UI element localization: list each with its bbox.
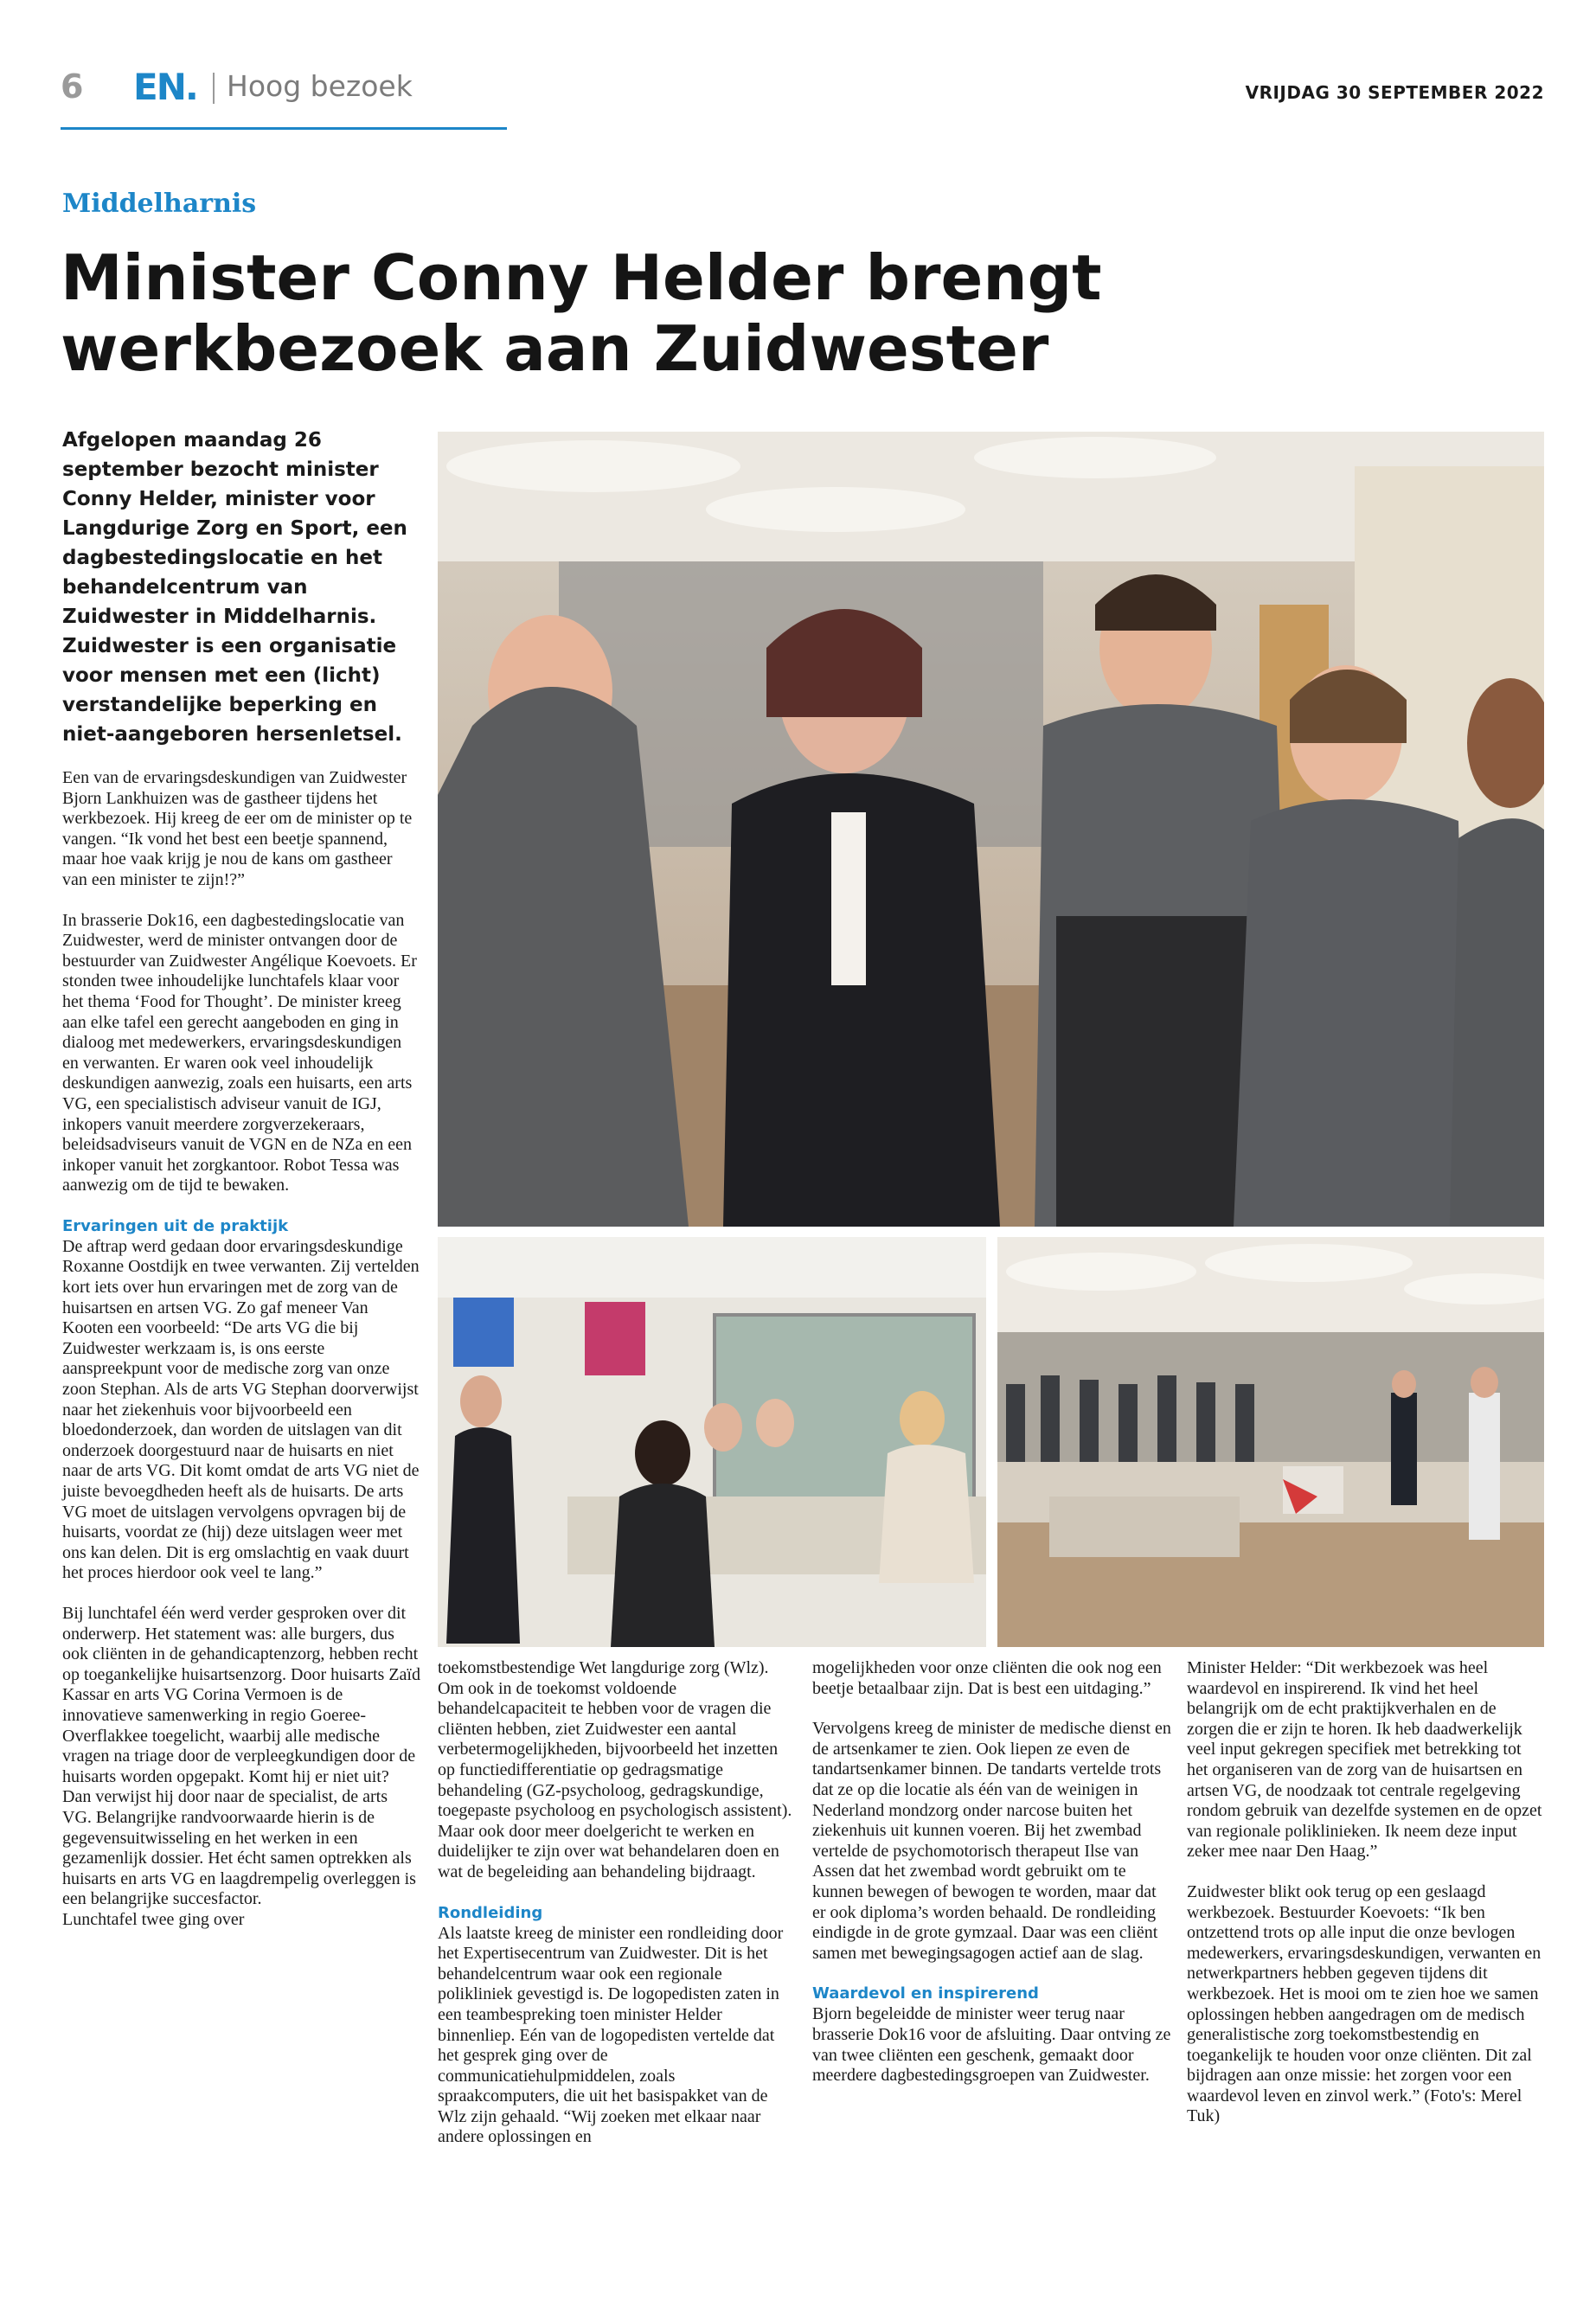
paragraph: Minister Helder: “Dit werkbezoek was heel waardevol en inspirerend. Ik vind het heel belangrijk om de echt praktijkverhalen en de zorgen die er zijn te horen. Ik heb daadwerkelijk veel input gekregen specifiek met betrekking tot het organiseren van de zorg van de huisartsen en artsen VG, de noodzaak tot centrale regelgeving rondom gebruik van dezelfde systemen en de opzet van regionale poliklinieken. Ik neem deze input zeker mee naar Den Haag.” xyxy=(1187,1658,1542,1862)
photo-team-meeting xyxy=(438,1237,986,1647)
section-label: Hoog bezoek xyxy=(227,69,413,103)
paragraph: Lunchtafel twee ging over xyxy=(62,1909,245,1929)
photo-right-illustration xyxy=(997,1237,1544,1647)
newspaper-logo: EN. xyxy=(133,66,197,108)
article-intro: Afgelopen maandag 26 september bezocht minister Conny Helder, minister voor Langdurige Zorg en Sport, een dagbestedingslocatie en het behandelcentrum van Zuidwester in Middelharnis. Zuidwester is een organisatie voor mensen met een (licht) verstandelijke beperking en niet-aangeboren hersenletsel. xyxy=(62,429,407,746)
header-rule xyxy=(61,127,507,130)
article-column-2 xyxy=(438,1658,797,2168)
paragraph: In brasserie Dok16, een dagbestedingslocatie van Zuidwester, werd de minister ontvangen door de bestuurder van Zuidwester Angélique Koevoets. Er stonden twee inhoudelijke lunchtafels klaar voor het thema ‘Food for Thought’. De minister kreeg aan elke tafel een gerecht aangeboden en ging in dialoog met medewerkers, ervaringsdeskundigen en verwanten. Er waren ook veel inhoudelijk deskundigen aanwezig, zoals een huisarts, een arts VG, een specialistisch adviseur vanuit de IGJ, inkopers vanuit meerdere zorgverzekeraars, beleidsadviseurs vanuit de VGN en de NZa en een inkoper vanuit het zorgkantoor. Robot Tessa was aanwezig om de tijd te bewaken. xyxy=(62,910,417,1195)
photo-left-illustration xyxy=(438,1237,986,1647)
paragraph: Een van de ervaringsdeskundigen van Zuidwester Bjorn Lankhuizen was de gastheer tijdens het werkbezoek. Hij kreeg de eer om de minister op te vangen. “Ik vond het best een beetje spannend, maar hoe vaak krijg je nou de kans om gastheer van een minister te zijn!?” xyxy=(62,768,413,889)
paragraph: Als laatste kreeg de minister een rondleiding door het Expertisecentrum van Zuidwester. Dit is het behandelcentrum waar ook een regionale polikliniek gevestigd is. De logopedisten zaten in een teambespreking toen minister Helder binnenliep. Eén van de logopedisten vertelde dat het gesprek ging over de communicatiehulpmiddelen, zoals spraakcomputers, die uit het basispakket van de Wlz zijn gehaald. “Wij zoeken met elkaar naar andere oplossingen en xyxy=(438,1923,784,2147)
photo-closing-gathering xyxy=(997,1237,1544,1647)
photo-minister-with-staff xyxy=(438,432,1544,1227)
article-kicker: Middelharnis xyxy=(62,189,257,219)
photo-main-illustration xyxy=(438,432,1544,1227)
issue-date: VRIJDAG 30 SEPTEMBER 2022 xyxy=(1245,82,1544,103)
subheading-rondleiding: Rondleiding xyxy=(438,1903,543,1922)
article-column-3 xyxy=(812,1658,1171,2106)
article-column-4 xyxy=(1187,1658,1546,2147)
paragraph: Zuidwester blikt ook terug op een geslaagd werkbezoek. Bestuurder Koevoets: “Ik ben ontzettend trots op alle input die onze bevlogen medewerkers, ervaringsdeskundigen, verwanten en netwerkpartners hebben gegeven tijdens dit werkbezoek. Het is mooi om te zien hoe we samen oplossingen hebben aangedragen om de medisch generalistische zorg toekomstbestendig en toegankelijk te houden voor onze cliënten. Dit zal bijdragen aan onze missie: het zorgen voor een waardevol leven en zinvol werk.” (Foto's: Merel Tuk) xyxy=(1187,1881,1542,2126)
header-divider xyxy=(213,73,215,104)
paragraph: mogelijkheden voor onze cliënten die ook nog een beetje betaalbaar zijn. Dat is best een uitdaging.” xyxy=(812,1658,1162,1698)
subheading-waardevol: Waardevol en inspirerend xyxy=(812,1984,1039,2003)
page-number: 6 xyxy=(61,67,84,106)
subheading-ervaringen: Ervaringen uit de praktijk xyxy=(62,1216,289,1235)
article-column-1 xyxy=(62,768,420,1950)
paragraph: toekomstbestendige Wet langdurige zorg (Wlz). Om ook in de toekomst voldoende behandelcapaciteit te hebben voor de vragen die cliënten hebben, ziet Zuidwester een aantal verbetermogelijkheden, bijvoorbeeld het inzetten op functiedifferentiatie op gedragsmatige behandeling (GZ-psycholoog, gedragskundige, toegepaste psycholoog en psychologisch assistent). Maar ook door meer doelgericht te werken en duidelijker te zijn over wat behandelaren doen en wat de begeleiding aan behandeling bijdraagt. xyxy=(438,1658,792,1881)
paragraph: Vervolgens kreeg de minister de medische dienst en de artsenkamer te zien. Ook liepen ze even de tandartsenkamer binnen. De tandarts vertelde trots dat ze op die locatie als één van de weinigen in Nederland mondzorg onder narcose buiten het ziekenhuis uit kunnen voeren. Bij het zwembad vertelde de psychomotorisch therapeut Ilse van Assen dat het zwembad wordt gebruikt om te kunnen bewegen of bewogen te worden, maar dat er ook diploma’s worden behaald. De rondleiding eindigde in de grote gymzaal. Daar was een cliënt samen met bewegingsagogen actief aan de slag. xyxy=(812,1719,1171,1963)
article-headline: Minister Conny Helder brengt werkbezoek aan Zuidwester xyxy=(61,241,1102,385)
paragraph: Bjorn begeleidde de minister weer terug naar brasserie Dok16 voor de afsluiting. Daar ontving ze van twee cliënten een geschenk, gemaakt door meerdere dagbestedingsgroepen van Zuidwester. xyxy=(812,2004,1171,2086)
paragraph: Bij lunchtafel één werd verder gesproken over dit onderwerp. Het statement was: alle burgers, dus ook cliënten in de gehandicaptenzorg, hebben recht op toegankelijke huisartsenzorg. Door huisarts Zaïd Kassar en arts VG Corina Vermoen is de innovatieve samenwerking in regio Goeree-Overflakkee toegelicht, waarbij alle medische vragen na triage door de verpleegkundigen door de huisarts worden opgepakt. Komt hij er niet uit? Dan verwijst hij door naar de specialist, de arts VG. Belangrijke randvoorwaarde hierin is de gegevensuitwisseling en het werken in een gezamenlijk dossier. Het écht samen optrekken als huisarts en arts VG en laagdrempelig overleggen is een belangrijke succesfactor. xyxy=(62,1603,420,1909)
paragraph: De aftrap werd gedaan door ervaringsdeskundige Roxanne Oostdijk en twee verwanten. Zij vertelden kort iets over hun ervaringen met de zorg van de huisartsen en artsen VG. Zo gaf meneer Van Kooten een voorbeeld: “De arts VG die bij Zuidwester werkzaam is, is ons eerste aanspreekpunt voor de medische zorg van onze zoon Stephan. Als de arts VG Stephan doorverwijst naar het ziekenhuis voor bijvoorbeeld een bloedonderzoek, dan worden de uitslagen van dit onderzoek doorgestuurd naar de huisarts en niet naar de arts VG. Dit komt omdat de arts VG niet de juiste bevoegdheden heeft als de huisarts. De arts VG moet de uitslagen vervolgens opvragen bij de huisarts, voordat ze (hij) deze uitslagen weer met ons kan delen. Dit is erg omslachtig en vaak duurt het proces hierdoor ook veel te lang.” xyxy=(62,1236,420,1583)
